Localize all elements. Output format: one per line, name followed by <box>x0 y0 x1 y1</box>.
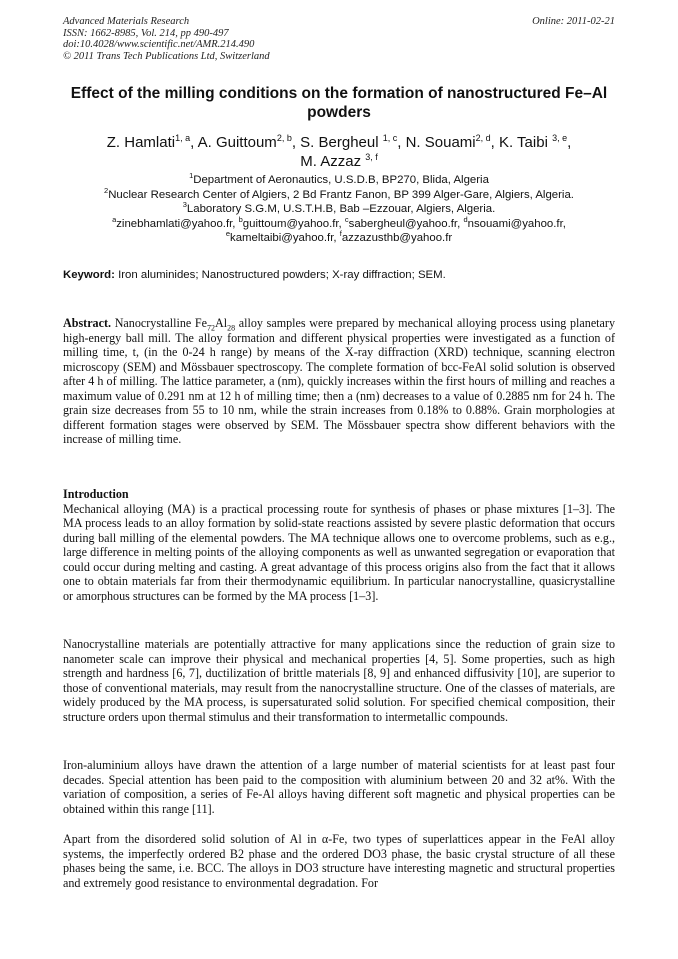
email-text[interactable]: azzazusthb@yahoo.fr <box>341 232 453 245</box>
introduction-section <box>63 487 615 603</box>
author-superscript: 2, d <box>475 133 491 143</box>
abstract-text: Nanocrystalline Fe <box>111 316 208 330</box>
affiliation-text: Department of Aeronautics, U.S.D.B, BP270, Blida, Algeria <box>193 174 489 186</box>
email-superscript: b <box>238 214 243 224</box>
affiliation-superscript: 3 <box>182 200 187 210</box>
keywords <box>63 268 615 282</box>
online-date: Online: 2011-02-21 <box>532 16 615 27</box>
affiliation-superscript: 1 <box>189 171 194 181</box>
paragraph: Iron-aluminium alloys have drawn the attention of a large number of material scientists for at least past four decades. Special attention has been paid to the composition with aluminium between 20 and 32 at%. With the variation of composition, a series of Fe-Al alloys having different soft magnetic and physical properties can be obtained within this range [11]. <box>63 758 615 816</box>
author: K. Taibi <box>498 134 548 151</box>
author: N. Souami <box>405 134 476 151</box>
subscript: 72 <box>207 323 216 333</box>
email-line <box>63 231 615 246</box>
affiliation-line <box>63 173 615 188</box>
abstract-text: Al <box>215 316 228 330</box>
affiliation-text: Nuclear Research Center of Algiers, 2 Bd Frantz Fanon, BP 399 Alger-Gare, Algiers, Algeria. <box>108 188 574 201</box>
author-superscript: 1, a <box>175 133 191 143</box>
subscript: 28 <box>227 323 236 333</box>
publication-header <box>63 16 615 62</box>
email-text[interactable]: kameltaibi@yahoo.fr, <box>230 232 340 245</box>
email-superscript: c <box>344 214 349 224</box>
paper-title: Effect of the milling conditions on the formation of nanostructured Fe–Al powders <box>70 85 608 121</box>
email-text[interactable]: nsouami@yahoo.fr, <box>467 217 566 230</box>
author-list: Z. Hamlati$^{1, a}$, A. Guittoum$^{2, b}$, S. Bergheul $^{1, c}$, N. Souami$^{2, d}$, K. Taibi $^{3, e}$, M. Azzaz $^{3, f}$ <box>106 133 572 170</box>
affiliation-line <box>63 185 615 203</box>
email-superscript: e <box>225 229 231 239</box>
doi-line: doi:10.4028/www.scientific.net/AMR.214.490 <box>63 39 255 51</box>
author-superscript: 3, e <box>552 133 568 143</box>
author: Z. Hamlati <box>106 134 176 151</box>
keyword-label: Keyword: <box>63 269 115 281</box>
affiliation-text: Laboratory S.G.M, U.S.T.H.B, Bab –Ezzouar, Algiers, Algeria. <box>186 203 496 216</box>
issn-line: ISSN: 1662-8985, Vol. 214, pp 490-497 <box>63 27 229 39</box>
author: M. Azzaz <box>300 153 362 170</box>
keyword-text: Iron aluminides; Nanostructured powders; X-ray diffraction; SEM. <box>114 269 446 281</box>
affiliations <box>63 173 615 246</box>
copyright-line: © 2011 Trans Tech Publications Ltd, Switzerland <box>63 50 270 62</box>
email-superscript: d <box>463 214 468 224</box>
affiliation-superscript: 2 <box>104 185 109 195</box>
email-superscript: a <box>112 214 117 224</box>
email-text[interactable]: zinebhamlati@yahoo.fr, <box>116 217 239 230</box>
author-superscript: 3, f <box>365 152 378 162</box>
author-superscript: 2, b <box>276 133 292 143</box>
section-heading: Introduction <box>63 487 129 501</box>
abstract-text: alloy samples were prepared by mechanical alloying process using planetary high-energy ball mill. The alloy formation and different physical properties were investigated as a function of milling time, t, (in the 0-24 h range) by means of the X-ray diffraction (XRD) technique, scanning electron microscopy (SEM) and Mössbauer spectroscopy. The complete formation of bcc-FeAl solid solution is observed after 4 h of milling. The lattice parameter, a (nm), quickly increases within the first hours of milling and reaches a maximum value of 0.291 nm at 12 h of milling time; then a (nm) decreases to a value of 0.2885 nm for 24 h. The grain size decreases from 55 to 10 nm, while the strain increases from 0.18% to 0.88%. Grain morphologies at different formation stages were observed by SEM. The Mössbauer spectra show different behaviors with the increase of milling time. <box>63 316 615 447</box>
author-superscript: 1, c <box>382 133 398 143</box>
journal-name: Advanced Materials Research <box>63 16 190 27</box>
author: S. Bergheul <box>300 134 379 151</box>
affiliation-line <box>63 202 615 217</box>
email-superscript: f <box>339 229 342 239</box>
abstract-label: Abstract. <box>63 316 112 330</box>
author: A. Guittoum <box>197 134 277 151</box>
paragraph: Mechanical alloying (MA) is a practical processing route for synthesis of phases or phase mixtures [1–3]. The MA process leads to an alloy formation by solid-state reactions assisted by severe plastic deformation that occurs during ball milling of the elemental powders. The MA technique allows one to overcome problems, such as e.g., large difference in melting points of the alloying components as well as unwanted segregation or evaporation that could occur during melting and casting. A great advantage of this process origins also from the fact that it allows one to obtain materials far from their thermodynamic equilibrium. In particular nanocrystalline, quasicrystalline or amorphous structures can be formed by the MA process [1–3]. <box>63 501 615 603</box>
paragraph: Apart from the disordered solid solution of Al in α-Fe, two types of superlattices appear in the FeAl alloy systems, the imperfectly ordered B2 phase and the ordered DO3 phase, the basic crystal structure of all these phases being the same, i.e. BCC. The alloys in DO3 structure have interesting magnetic and structural properties and extremely good resistance to environmental degradation. For <box>63 832 615 890</box>
paragraph: Nanocrystalline materials are potentially attractive for many applications since the reduction of grain size to nanometer scale can improve their physical and mechanical properties [4, 5]. Some properties, such as high strength and hardness [6, 7], ductilization of brittle materials [8, 9] and enhanced diffusivity [10], are superior to those of conventional materials, may result from the nanocrystalline structure. One of the classes of materials, are widely produced by the MA process, is supersaturated solid solution. For specified chemical composition, their structure orders upon thermal stimulus and their transformation to intermetallic compounds. <box>63 637 615 724</box>
email-text[interactable]: guittoum@yahoo.fr, <box>242 217 345 230</box>
abstract <box>63 316 615 447</box>
email-text[interactable]: sabergheul@yahoo.fr, <box>348 217 464 230</box>
